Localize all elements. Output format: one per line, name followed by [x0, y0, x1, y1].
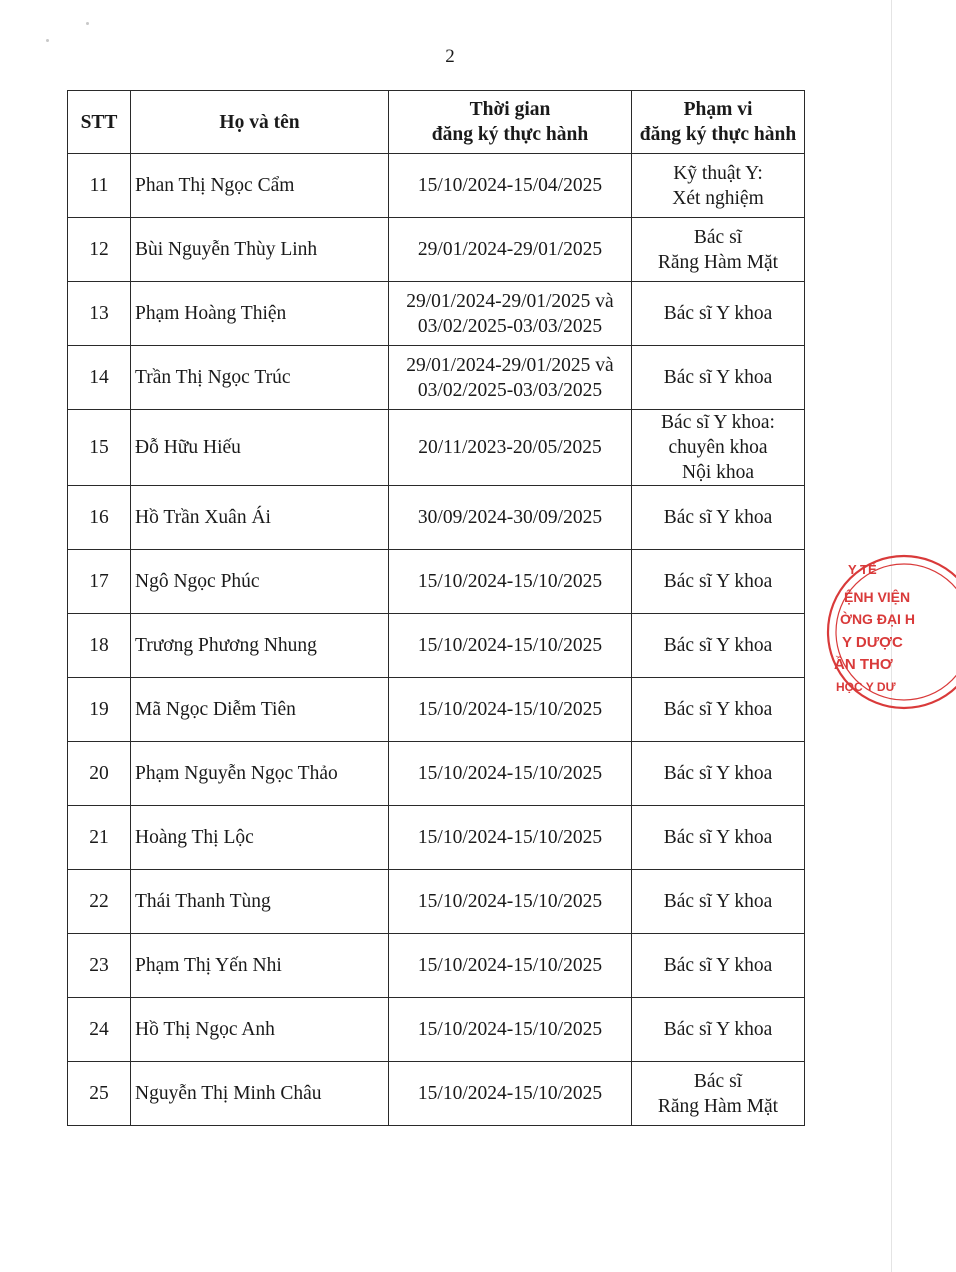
table-row: [68, 282, 805, 346]
table-row: [68, 998, 805, 1062]
cell-stt: 14: [68, 346, 131, 410]
cell-scope: Bác sĩ Y khoa: [632, 742, 805, 806]
cell-period: 15/10/2024-15/10/2025: [389, 998, 632, 1062]
cell-stt: 17: [68, 550, 131, 614]
table-header-row: [68, 91, 805, 154]
scan-speck: [46, 39, 49, 42]
cell-stt: 18: [68, 614, 131, 678]
cell-scope: Bác sĩ Y khoa: [632, 934, 805, 998]
cell-stt: 23: [68, 934, 131, 998]
cell-scope: Bác sĩ Y khoa: [632, 346, 805, 410]
cell-name: Bùi Nguyễn Thùy Linh: [131, 218, 389, 282]
cell-stt: 22: [68, 870, 131, 934]
table-row: [68, 614, 805, 678]
cell-period: 29/01/2024-29/01/2025 và 03/02/2025-03/03/2025: [389, 282, 632, 346]
table-row: [68, 410, 805, 486]
cell-stt: 11: [68, 154, 131, 218]
table-body: [68, 154, 805, 1126]
cell-period: 15/10/2024-15/04/2025: [389, 154, 632, 218]
cell-name: Hồ Thị Ngọc Anh: [131, 998, 389, 1062]
cell-scope: Bác sĩ Y khoa: [632, 282, 805, 346]
cell-period: 15/10/2024-15/10/2025: [389, 678, 632, 742]
cell-period: 29/01/2024-29/01/2025: [389, 218, 632, 282]
cell-name: Hồ Trần Xuân Ái: [131, 486, 389, 550]
cell-name: Phạm Nguyễn Ngọc Thảo: [131, 742, 389, 806]
seal-text-line: ỆNH VIỆN: [844, 589, 911, 605]
cell-period: 20/11/2023-20/05/2025: [389, 410, 632, 486]
cell-name: Thái Thanh Tùng: [131, 870, 389, 934]
cell-scope: Bác sĩ Răng Hàm Mặt: [632, 1062, 805, 1126]
table-row: [68, 870, 805, 934]
header-stt: STT: [68, 91, 131, 154]
cell-scope: Bác sĩ Y khoa: chuyên khoa Nội khoa: [632, 410, 805, 486]
seal-text-line: HỌC Y DƯ: [836, 680, 896, 694]
table-row: [68, 550, 805, 614]
table-row: [68, 346, 805, 410]
table-row: [68, 486, 805, 550]
table-row: [68, 934, 805, 998]
cell-period: 30/09/2024-30/09/2025: [389, 486, 632, 550]
cell-name: Nguyễn Thị Minh Châu: [131, 1062, 389, 1126]
cell-stt: 25: [68, 1062, 131, 1126]
cell-name: Ngô Ngọc Phúc: [131, 550, 389, 614]
cell-period: 15/10/2024-15/10/2025: [389, 742, 632, 806]
cell-scope: Bác sĩ Y khoa: [632, 678, 805, 742]
practice-registration-table: [67, 90, 805, 1126]
cell-stt: 21: [68, 806, 131, 870]
seal-text-line: Y TẾ: [848, 562, 877, 577]
cell-name: Trần Thị Ngọc Trúc: [131, 346, 389, 410]
cell-period: 15/10/2024-15/10/2025: [389, 614, 632, 678]
table-row: [68, 678, 805, 742]
cell-scope: Bác sĩ Răng Hàm Mặt: [632, 218, 805, 282]
cell-scope: Bác sĩ Y khoa: [632, 486, 805, 550]
cell-period: 15/10/2024-15/10/2025: [389, 1062, 632, 1126]
cell-name: Phạm Hoàng Thiện: [131, 282, 389, 346]
cell-stt: 19: [68, 678, 131, 742]
cell-scope: Bác sĩ Y khoa: [632, 550, 805, 614]
cell-period: 15/10/2024-15/10/2025: [389, 550, 632, 614]
cell-name: Trương Phương Nhung: [131, 614, 389, 678]
cell-stt: 16: [68, 486, 131, 550]
cell-scope: Bác sĩ Y khoa: [632, 870, 805, 934]
cell-name: Đỗ Hữu Hiếu: [131, 410, 389, 486]
table-row: [68, 218, 805, 282]
cell-scope: Bác sĩ Y khoa: [632, 998, 805, 1062]
cell-stt: 15: [68, 410, 131, 486]
cell-name: Phan Thị Ngọc Cẩm: [131, 154, 389, 218]
cell-period: 15/10/2024-15/10/2025: [389, 806, 632, 870]
cell-stt: 24: [68, 998, 131, 1062]
seal-text-line: Y DƯỢC: [842, 634, 903, 651]
page-number: 2: [445, 46, 455, 67]
cell-name: Phạm Thị Yến Nhi: [131, 934, 389, 998]
cell-period: 29/01/2024-29/01/2025 và 03/02/2025-03/03/2025: [389, 346, 632, 410]
table-row: [68, 154, 805, 218]
table-row: [68, 806, 805, 870]
header-scope: Phạm vi đăng ký thực hành: [632, 91, 805, 154]
cell-name: Hoàng Thị Lộc: [131, 806, 389, 870]
cell-stt: 12: [68, 218, 131, 282]
cell-scope: Kỹ thuật Y: Xét nghiệm: [632, 154, 805, 218]
cell-period: 15/10/2024-15/10/2025: [389, 870, 632, 934]
cell-stt: 13: [68, 282, 131, 346]
header-name: Họ và tên: [131, 91, 389, 154]
scan-speck: [86, 22, 89, 25]
cell-stt: 20: [68, 742, 131, 806]
cell-scope: Bác sĩ Y khoa: [632, 614, 805, 678]
cell-name: Mã Ngọc Diễm Tiên: [131, 678, 389, 742]
table-row: [68, 742, 805, 806]
cell-period: 15/10/2024-15/10/2025: [389, 934, 632, 998]
red-seal-stamp: [826, 548, 956, 716]
cell-scope: Bác sĩ Y khoa: [632, 806, 805, 870]
seal-text-line: ỜNG ĐẠI H: [840, 611, 915, 627]
table-row: [68, 1062, 805, 1126]
seal-text-line: ẦN THƠ: [834, 656, 893, 673]
header-period: Thời gian đăng ký thực hành: [389, 91, 632, 154]
